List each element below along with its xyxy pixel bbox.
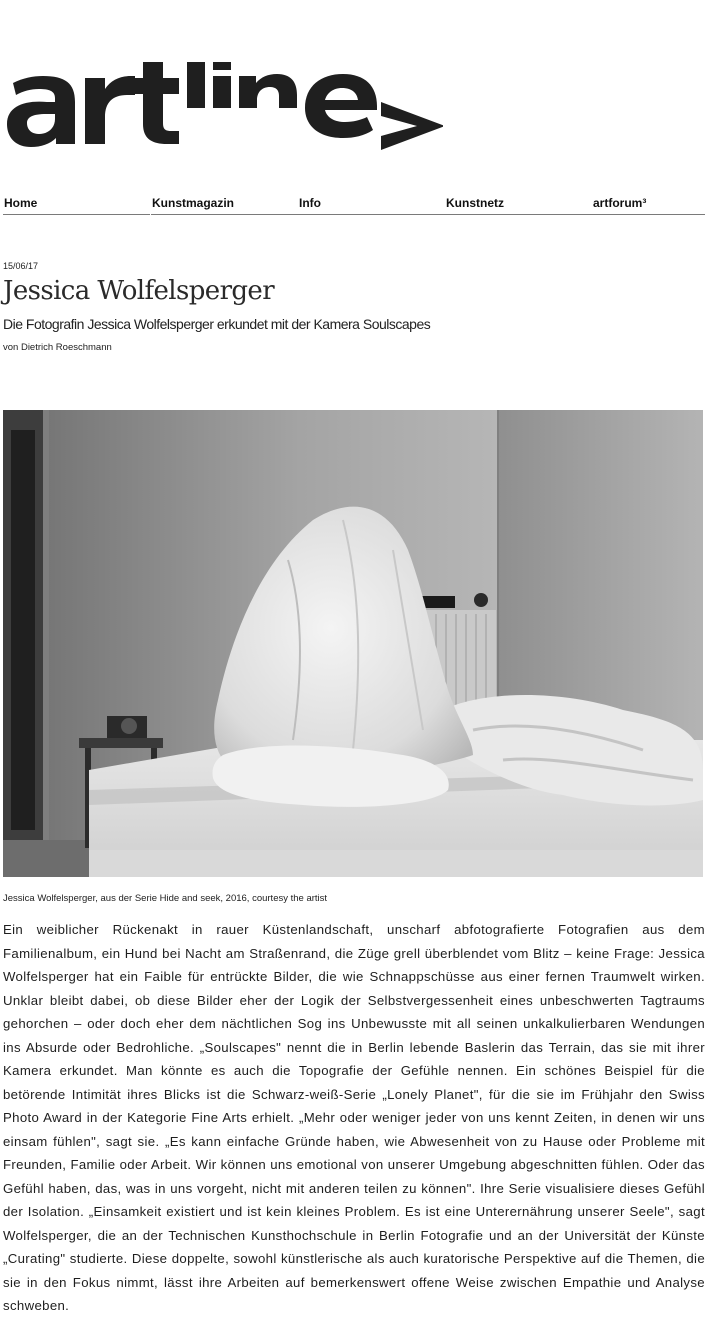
photo-caption: Jessica Wolfelsperger, aus der Serie Hide and seek, 2016, courtesy the artist (3, 893, 328, 904)
article-subtitle: Die Fotografin Jessica Wolfelsperger erkundet mit der Kamera Soulscapes (3, 316, 431, 332)
article-photo (3, 410, 703, 877)
article-date: 15/06/17 (3, 261, 39, 271)
nav-info[interactable]: Info (298, 196, 445, 215)
main-navigation (3, 196, 705, 216)
article-author: von Dietrich Roeschmann (3, 342, 112, 353)
nav-kunstmagazin[interactable]: Kunstmagazin (151, 196, 298, 215)
nav-kunstnetz[interactable]: Kunstnetz (445, 196, 592, 215)
article-title: Jessica Wolfelsperger (3, 276, 275, 306)
nav-home[interactable]: Home (3, 196, 150, 215)
photo-bed-sheet-figure-icon (3, 410, 703, 877)
nav-artforum[interactable]: artforum³ (592, 196, 705, 215)
logo-wordmark-icon (3, 62, 443, 152)
article-body: Ein weiblicher Rückenakt in rauer Küstenlandschaft, unscharf abfotografierte Fotografien aus dem Familienalbum, ein Hund bei Nacht am Straßenrand, die Züge grell überblendet vom Blitz – keine Frage: Jessica Wolfelsperger hat ein Faible für entrückte Bilder, die wie Schnappschüsse aus einer fernen Traumwelt wirken. Unklar bleibt dabei, ob diese Bilder eher der Logik der Selbstvergessenheit eines unbeschwerten Tagtraums gehorchen – oder doch eher dem nächtlichen Sog ins Unbewusste mit all seinen unkalkulierbaren Wendungen ins Absurde oder Bedrohliche. „Soulscapes" nennt die in Berlin lebende Baslerin das Terrain, das sie mit ihrer Kamera erkundet. Man könnte es auch die Topografie der Gefühle nennen. Ein schönes Beispiel für die betörende Intimität ihres Blicks ist die Schwarz-weiß-Serie „Lonely Planet", für die sie im Frühjahr den Swiss Photo Award in der Kategorie Fine Arts erhielt. „Mehr oder weniger jeder von uns kennt Zeiten, in denen wir uns einsam fühlen", sagt sie. „Es kann einfache Gründe haben, wie Abwesenheit von zu Hause oder Probleme mit Freunden, Familie oder Arbeit. Wir können uns emotional von unserer Umgebung abgeschnitten fühlen. Oder das Gefühl haben, das, was in uns vorgeht, nicht mit anderen teilen zu können". Ihre Serie visualisiere dieses Gefühl der Isolation. „Einsamkeit existiert und ist kein kleines Problem. Es ist eine Unterernährung unserer Seele", sagt Wolfelsperger, die an der Technischen Kunsthochschule in Berlin Fotografie und an der Universität der Künste „Curating" studierte. Diese doppelte, sowohl künstlerische als auch kuratorische Perspektive auf die Themen, die sie in den Fokus nimmt, lässt ihre Arbeiten auf bemerkenswert offene Weise zwischen Empathie und Analyse schweben. (3, 922, 705, 1313)
site-logo[interactable] (3, 62, 443, 152)
